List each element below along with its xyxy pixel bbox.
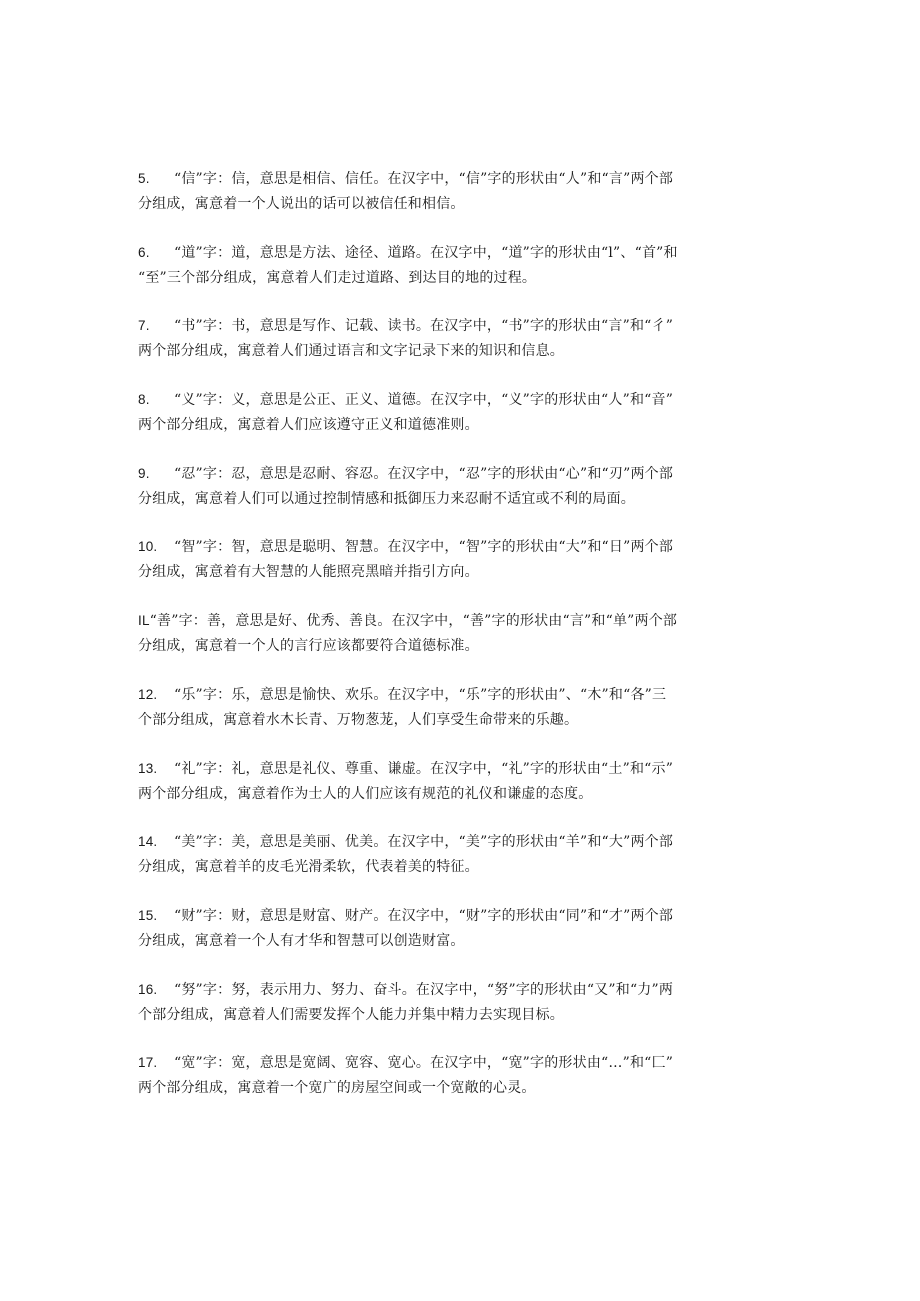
entry-first-line: [138, 608, 798, 634]
entry-first-line: [138, 461, 798, 487]
entry-first-line: [138, 313, 798, 339]
entry-second-line: 两个部分组成，寓意着人们应该遵守正义和道德准则。: [138, 417, 479, 434]
list-item: [138, 829, 798, 903]
list-item: [138, 166, 798, 240]
entry-text: “信”字：信，意思是相信、信任。在汉字中，“信”字的形状由“人”和“言”两个部: [174, 171, 674, 187]
entry-number: 15.: [138, 907, 158, 923]
entry-second-line: 两个部分组成，寓意着作为士人的人们应该有规范的礼仪和谦虚的态度。: [138, 785, 593, 802]
entry-second-line: 分组成，寓意着人们可以通过控制情感和抵御压力来忍耐不适宜或不利的局面。: [138, 490, 635, 507]
entry-text: “善”字：善，意思是好、优秀、善良。在汉字中，“善”字的形状由“言”和“单”两个部: [149, 613, 678, 630]
entry-number: IL: [138, 613, 150, 629]
entry-number: 14.: [138, 834, 158, 850]
entry-first-line: [138, 166, 798, 192]
entry-second-line: 分组成，寓意着有大智慧的人能照亮黑暗并指引方向。: [138, 564, 479, 581]
entry-number: 12.: [138, 686, 158, 702]
entry-text: “财”字：财，意思是财富、财产。在汉字中，“财”字的形状由“同”和“才”两个部: [174, 907, 674, 924]
entry-text: “义”字：义，意思是公正、正义、道德。在汉字中，“义”字的形状由“人”和“音”: [174, 392, 674, 409]
entry-second-line: 个部分组成，寓意着人们需要发挥个人能力并集中精力去实现目标。: [138, 1006, 564, 1023]
list-item: [138, 461, 798, 535]
list-item: [138, 313, 798, 387]
entry-number: 16.: [138, 981, 158, 997]
entry-text: “智”字：智，意思是聪明、智慧。在汉字中，“智”字的形状由“大”和“日”两个部: [174, 539, 674, 556]
list-item: [138, 608, 798, 682]
entry-first-line: [138, 829, 798, 855]
entry-text: “努”字：努，表示用力、努力、奋斗。在汉字中，“努”字的形状由“又”和“力”两: [174, 981, 674, 998]
entry-number: 5.: [138, 171, 150, 186]
entry-number: 17.: [138, 1055, 158, 1071]
entry-first-line: [138, 682, 798, 708]
entry-number: 8.: [138, 392, 150, 408]
entry-first-line: [138, 903, 798, 929]
entry-text: “忍”字：忍，意思是忍耐、容忍。在汉字中，“忍”字的形状由“心”和“刃”两个部: [174, 465, 674, 482]
entry-first-line: [138, 977, 798, 1003]
entry-second-line: 个部分组成，寓意着水木长青、万物葱茏，人们享受生命带来的乐趣。: [138, 711, 579, 728]
entry-text: “礼”字：礼，意思是礼仪、尊重、谦虚。在汉字中，“礼”字的形状由“土”和“示”: [174, 760, 674, 777]
list-item: [138, 756, 798, 830]
list-item: [138, 903, 798, 977]
entry-number: 6.: [138, 244, 150, 260]
entry-second-line: 分组成，寓意着一个人有才华和智慧可以创造财富。: [138, 932, 465, 949]
entry-second-line: 分组成，寓意着一个人说出的话可以被信任和相信。: [138, 196, 465, 212]
entry-number: 9.: [138, 465, 150, 481]
entry-text: “书”字：书，意思是写作、记载、读书。在汉字中，“书”字的形状由“言”和“彳”: [174, 318, 674, 335]
list-item: [138, 534, 798, 608]
entry-first-line: [138, 240, 798, 266]
entry-second-line: “至”三个部分组成，寓意着人们走过道路、到达目的地的过程。: [138, 269, 537, 286]
entry-number: 13.: [138, 760, 158, 776]
entry-first-line: [138, 387, 798, 413]
entry-list: [138, 166, 798, 1124]
entry-second-line: 两个部分组成，寓意着一个宽广的房屋空间或一个宽敞的心灵。: [138, 1080, 536, 1097]
entry-second-line: 两个部分组成，寓意着人们通过语言和文字记录下来的知识和信息。: [138, 343, 564, 360]
list-item: [138, 977, 798, 1051]
entry-number: 7.: [138, 318, 150, 334]
entry-text: “宽”字：宽，意思是宽阔、宽容、宽心。在汉字中，“宽”字的形状由“…”和“匚”: [174, 1055, 674, 1072]
entry-text: “道”字：道，意思是方法、途径、道路。在汉字中，“道”字的形状由“l”、“首”和: [174, 244, 678, 261]
list-item: [138, 1050, 798, 1124]
entry-first-line: [138, 534, 798, 560]
entry-text: “美”字：美，意思是美丽、优美。在汉字中，“美”字的形状由“羊”和“大”两个部: [174, 834, 674, 851]
list-item: [138, 387, 798, 461]
entry-number: 10.: [138, 539, 158, 555]
list-item: [138, 240, 798, 314]
entry-second-line: 分组成，寓意着一个人的言行应该都要符合道德标准。: [138, 638, 479, 655]
entry-first-line: [138, 1050, 798, 1076]
list-item: [138, 682, 798, 756]
entry-second-line: 分组成，寓意着羊的皮毛光滑柔软，代表着美的特征。: [138, 859, 479, 876]
entry-first-line: [138, 756, 798, 782]
entry-text: “乐”字：乐，意思是愉快、欢乐。在汉字中，“乐”字的形状由”、“木”和“各”三: [174, 686, 667, 703]
